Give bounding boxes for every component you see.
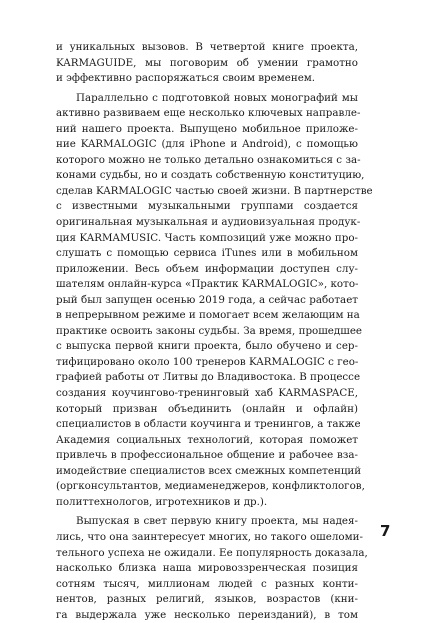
text-line: сделав KARMALOGIC частью своей жизни. В партнерстве [56, 184, 373, 197]
text-line: слушать с помощью сервиса iTunes или в мобильном [56, 247, 358, 260]
text-line: тельного успеха не ожидали. Ее популярность доказала, [56, 546, 368, 559]
text-line: активно развиваем еще несколько ключевых направле- [56, 107, 361, 120]
text-line: ние KARMALOGIC (для iPhone и Android), с помощью [56, 138, 358, 151]
text-line: га выдержала уже несколько переизданий), в том [56, 608, 358, 621]
text-line: рый был запущен осенью 2019 года, а сейчас работает [56, 293, 358, 306]
text-line: которого можно не только детально ознакомиться с за- [56, 153, 361, 166]
text-line: шателям онлайн-курса «Практик KARMALOGIC», кото- [56, 278, 359, 291]
text-line: специалистов в области коучинга и тренингов, а также [56, 418, 361, 431]
text-line: с известными музыкальными группами создается [56, 200, 358, 213]
text-line: нентов, разных религий, языков, возрастов (кни- [56, 593, 358, 606]
page-number: 7 [380, 522, 391, 540]
text-line: сотням тысяч, миллионам людей с разных конти- [56, 577, 358, 590]
text-line: привлечь в профессиональное общение и рабочее вза- [56, 449, 358, 462]
text-line: имодействие специалистов всех смежных компетенций [56, 464, 362, 477]
text-line: ция KARMAMUSIC. Часть композиций уже можно про- [56, 231, 358, 244]
text-line: приложении. Весь объем информации доступен слу- [56, 262, 358, 275]
text-line: Выпуская в свет первую книгу проекта, мы надея- [76, 515, 358, 528]
text-line: ний нашего проекта. Выпущено мобильное приложе- [56, 122, 358, 135]
body-text [56, 40, 373, 623]
text-line: лись, что она заинтересует многих, но такого ошеломи- [56, 530, 363, 543]
text-line: практике освоить законы судьбы. За время, прошедшее [56, 324, 363, 337]
text-line: KARMAGUIDE, мы поговорим об умении грамотно [56, 56, 358, 69]
text-line: создания коучингово-тренинговый хаб KARMASPACE, [56, 387, 358, 400]
text-line: и уникальных вызовов. В четвертой книге проекта, [56, 41, 358, 53]
text-line: и эффективно распоряжаться своим временем. [56, 72, 316, 85]
text-line: с выпуска первой книги проекта, было обучено и сер- [56, 340, 358, 353]
text-line: оригинальная музыкальная и аудиовизуальная продук- [56, 216, 361, 229]
text-line: конами судьбы, но и создать собственную конституцию, [56, 169, 365, 182]
text-line: в непрерывном режиме и помогает всем желающим на [56, 309, 360, 322]
text-line: насколько близка наша мировоззренческая позиция [56, 562, 358, 575]
text-line: Параллельно с подготовкой новых монографий мы [76, 91, 358, 104]
text-line: который призван объединить (онлайн и офлайн) [56, 402, 358, 415]
text-line: графией работы от Литвы до Владивостока. В процессе [56, 371, 361, 384]
text-line: политтехнологов, игротехников и др.). [56, 495, 268, 508]
text-line: Академия социальных технологий, которая поможет [56, 433, 358, 446]
text-line: тифицировано около 100 тренеров KARMALOGIC с гео- [56, 355, 359, 368]
text-line: (оргконсультантов, медиаменеджеров, конфликтологов, [56, 480, 365, 493]
